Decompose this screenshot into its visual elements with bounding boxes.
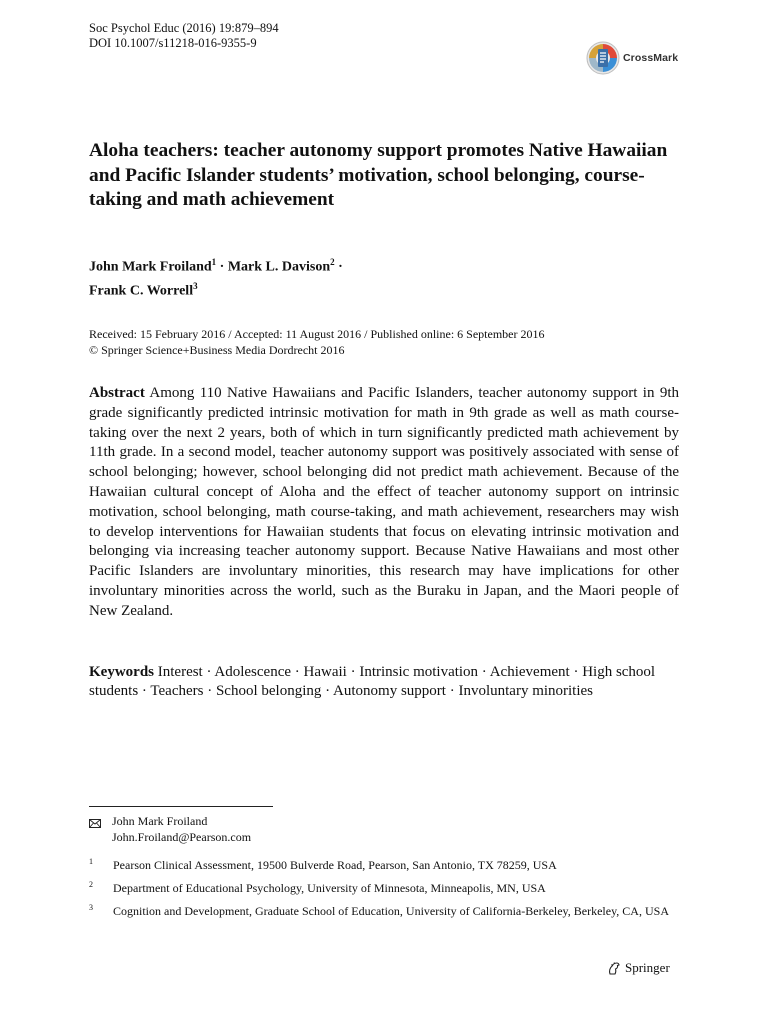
abstract-section (89, 384, 679, 622)
affiliation-item (89, 880, 669, 896)
affiliation-item (89, 857, 669, 873)
author-name: Frank C. Worrell (89, 283, 194, 299)
keywords-section (89, 663, 679, 701)
author-affiliation-marker: 1 (211, 257, 217, 267)
journal-citation: Soc Psychol Educ (2016) 19:879–894 (89, 21, 279, 35)
affiliation-text: Department of Educational Psychology, University of Minnesota, Minneapolis, MN, USA (113, 881, 546, 895)
keywords-label: Keywords (89, 664, 154, 680)
contact-email[interactable]: John.Froiland@Pearson.com (112, 830, 252, 844)
abstract-text: Among 110 Native Hawaiians and Pacific Islanders, teacher autonomy support in 9th grade significantly predicted intrinsic motivation for math in 9th grade as well as math course-taking over the next 2 years, both of which in turn significantly predicted math achievement by 11th grade. In a second model, teacher autonomy support was positively associated with sense of school belonging; however, school belonging did not predict math achievement. Because of the Hawaiian cultural concept of Aloha and the effect of teacher autonomy support on intrinsic motivation, school belonging, math course-taking, and math achievement, researchers may wish to develop interventions for Hawaiian students that focus on elevating intrinsic motivation and belonging via increasing teacher autonomy support. Because Native Hawaiians and most other Pacific Islanders are involuntary minorities, this research may have implications for other involuntary minorities across the world, such as the Buraku in Japan, and the Maori people of New Zealand. (89, 385, 679, 619)
corresponding-author (89, 813, 251, 845)
publisher-mark (607, 960, 670, 976)
contact-name: John Mark Froiland (112, 814, 208, 828)
author-separator: · (338, 259, 343, 275)
springer-horse-icon (607, 961, 622, 976)
crossmark-badge[interactable] (586, 41, 678, 75)
article-title: Aloha teachers: teacher autonomy support promotes Native Hawaiian and Pacific Islander students’ motivation, school belonging, course-taking and math achievement (89, 140, 668, 210)
affiliation-number: 2 (89, 880, 93, 889)
envelope-icon (89, 816, 101, 825)
history-dates: Received: 15 February 2016 / Accepted: 11 August 2016 / Published online: 6 September 2016 (89, 327, 545, 341)
affiliation-number: 3 (89, 903, 93, 912)
author-separator: · (219, 259, 225, 275)
affiliation-item (89, 903, 669, 919)
journal-header (89, 21, 279, 51)
author-affiliation-marker: 2 (330, 257, 335, 267)
keywords-text: Interest · Adolescence · Hawaii · Intrinsic motivation · Achievement · High school students · Teachers · School belonging · Autonomy support · Involuntary minorities (89, 664, 656, 699)
publisher-name: Springer (625, 960, 670, 975)
footnote-divider (89, 806, 273, 807)
copyright-line: © Springer Science+Business Media Dordrecht 2016 (89, 342, 345, 357)
publication-dates (89, 327, 689, 358)
crossmark-label: CrossMark (623, 52, 679, 64)
journal-doi[interactable]: DOI 10.1007/s11218-016-9355-9 (89, 36, 257, 50)
crossmark-icon (586, 41, 620, 75)
author-name: John Mark Froiland (89, 259, 212, 275)
author-affiliation-marker: 3 (193, 280, 198, 291)
abstract-label: Abstract (89, 385, 145, 401)
affiliation-number: 1 (89, 857, 93, 866)
affiliation-text: Cognition and Development, Graduate School of Education, University of California-Berkeley, Berkeley, CA, USA (113, 904, 669, 918)
author-name: Mark L. Davison (227, 259, 331, 275)
affiliation-text: Pearson Clinical Assessment, 19500 Bulverde Road, Pearson, San Antonio, TX 78259, USA (113, 858, 557, 872)
author-list (89, 253, 689, 300)
